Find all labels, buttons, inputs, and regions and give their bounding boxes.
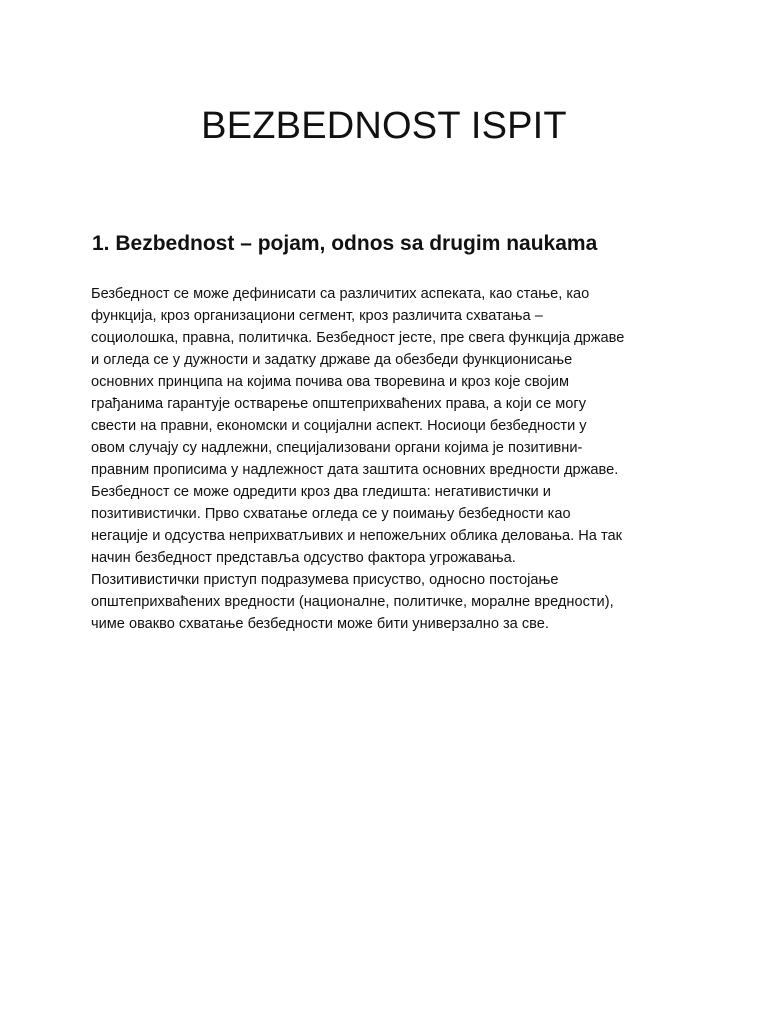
body-line: Безбедност се може дефинисати са различитих аспеката, као стање, као <box>91 286 590 302</box>
body-line: правним прописима у надлежност дата заштита основних вредности државе. <box>91 462 619 478</box>
section-body <box>91 283 691 635</box>
document-title: BEZBEDNOST ISPIT <box>201 105 567 147</box>
body-line: овом случају су надлежни, специјализовани органи којима је позитивни- <box>91 440 583 456</box>
body-line: чиме овакво схватање безбедности може бити универзално за све. <box>91 616 549 632</box>
body-line: начин безбедност представља одсуство фактора угрожавања. <box>91 550 516 566</box>
body-line: свести на правни, економски и социјални аспект. Носиоци безбедности у <box>91 418 587 434</box>
body-line: позитивистички. Прво схватање огледа се у поимању безбедности као <box>91 506 571 522</box>
body-line: социолошка, правна, политичка. Безбедност јесте, пре свега функција државе <box>91 330 625 346</box>
body-line: општеприхваћених вредности (националне, политичке, моралне вредности), <box>91 594 614 610</box>
section-heading: 1. Bezbednost – pojam, odnos sa drugim naukama <box>92 232 598 255</box>
body-line: функција, кроз организациони сегмент, кроз различита схватања – <box>91 308 543 324</box>
body-line: Безбедност се може одредити кроз два гледишта: негативистички и <box>91 484 551 500</box>
body-line: Позитивистички приступ подразумева присуство, односно постојање <box>91 572 559 588</box>
body-line: основних принципа на којима почива ова творевина и кроз које својим <box>91 374 569 390</box>
body-line: грађанима гарантује остварење општеприхваћених права, а који се могу <box>91 396 587 412</box>
body-line: и огледа се у дужности и задатку државе да обезбеди функционисање <box>91 352 573 368</box>
body-line: негације и одсуства неприхватљивих и непожељних облика деловања. На так <box>91 528 622 544</box>
